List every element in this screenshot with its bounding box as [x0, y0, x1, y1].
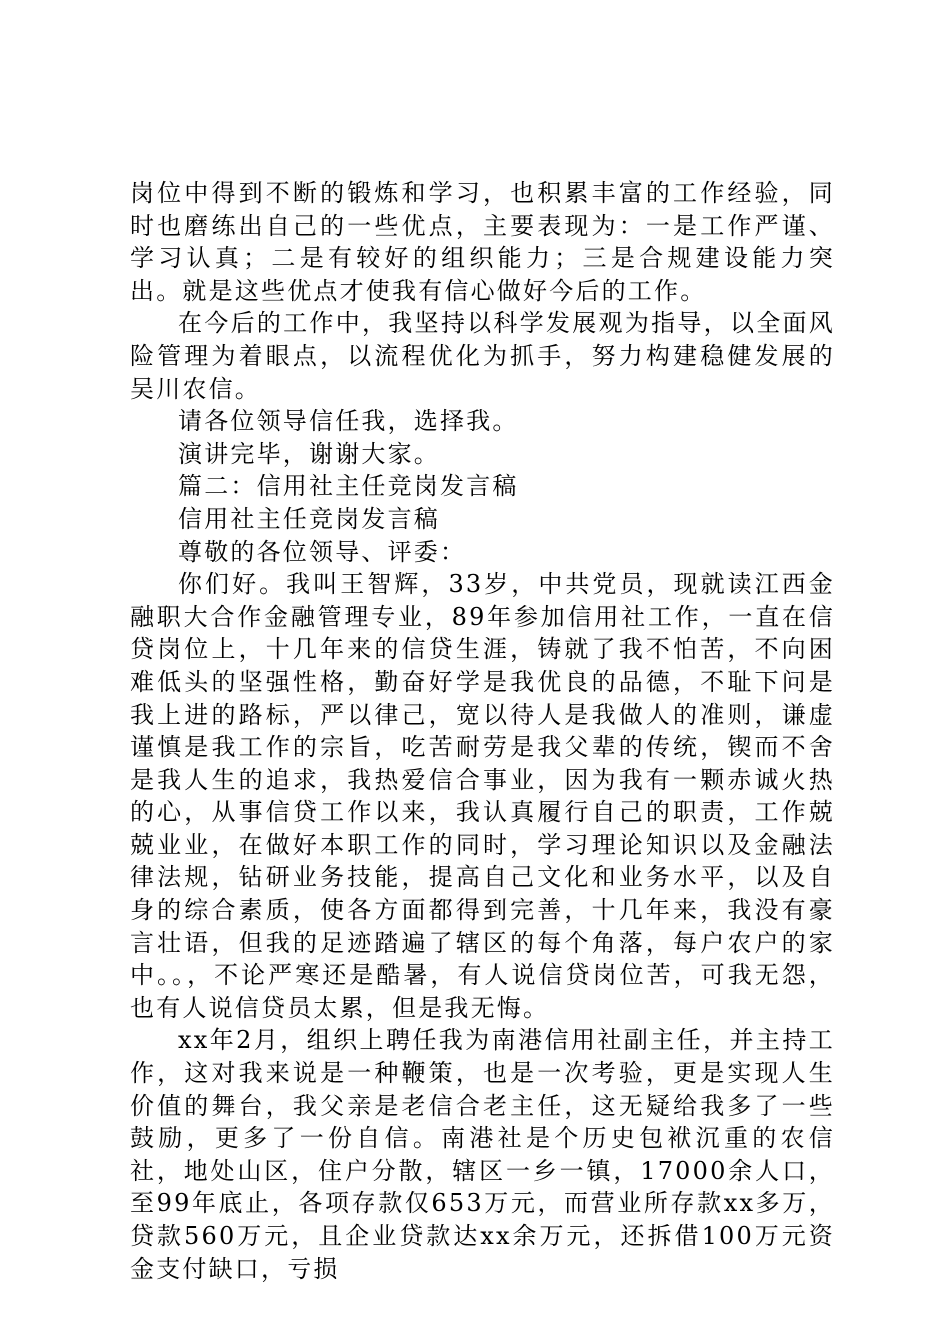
paragraph: 请各位领导信任我，选择我。 — [178, 407, 519, 436]
document-title: 信用社主任竞岗发言稿 — [178, 504, 440, 533]
section-heading: 篇二：信用社主任竞岗发言稿 — [178, 472, 519, 501]
salutation: 尊敬的各位领导、评委： — [178, 537, 467, 566]
paragraph: xx年2月，组织上聘任我为南港信用社副主任，并主持工作，这对我来说是一种鞭策，也是一次考验，更是实现人生价值的舞台，我父亲是老信合老主任，这无疑给我多了一些鼓励，更多了一份自信。南港社是个历史包袱沉重的农信社，地处山区，住户分散，辖区一乡一镇，17000余人口，至99年底止，各项存款仅653万元，而营业所存款xx多万，贷款560万元，且企业贷款达xx余万元，还拆借100万元资金支付缺口，亏损 — [130, 1026, 835, 1283]
document-body — [130, 177, 835, 1285]
paragraph: 岗位中得到不断的锻炼和学习，也积累丰富的工作经验，同时也磨练出自己的一些优点，主要表现为：一是工作严谨、学习认真；二是有较好的组织能力；三是合规建设能力突出。就是这些优点才使我有信心做好今后的工作。 — [130, 179, 835, 305]
paragraph: 演讲完毕，谢谢大家。 — [178, 439, 440, 468]
paragraph: 在今后的工作中，我坚持以科学发展观为指导，以全面风险管理为着眼点，以流程优化为抓手，努力构建稳健发展的吴川农信。 — [130, 309, 835, 403]
paragraph: 你们好。我叫王智辉，33岁，中共党员，现就读江西金融职大合作金融管理专业，89年参加信用社工作，一直在信贷岗位上，十几年来的信贷生涯，铸就了我不怕苦，不向困难低头的坚强性格，勤奋好学是我优良的品德，不耻下问是我上进的路标，严以律己，宽以待人是我做人的准则，谦虚谨慎是我工作的宗旨，吃苦耐劳是我父辈的传统，锲而不舍是我人生的追求，我热爱信合事业，因为我有一颗赤诚火热的心，从事信贷工作以来，我认真履行自己的职责，工作兢兢业业，在做好本职工作的同时，学习理论知识以及金融法律法规，钻研业务技能，提高自己文化和业务水平，以及自身的综合素质，使各方面都得到完善，十几年来，我没有豪言壮语，但我的足迹踏遍了辖区的每个角落，每户农户的家中。。，不论严寒还是酷暑，有人说信贷岗位苦，可我无怨，也有人说信贷员太累，但是我无悔。 — [130, 570, 835, 1022]
